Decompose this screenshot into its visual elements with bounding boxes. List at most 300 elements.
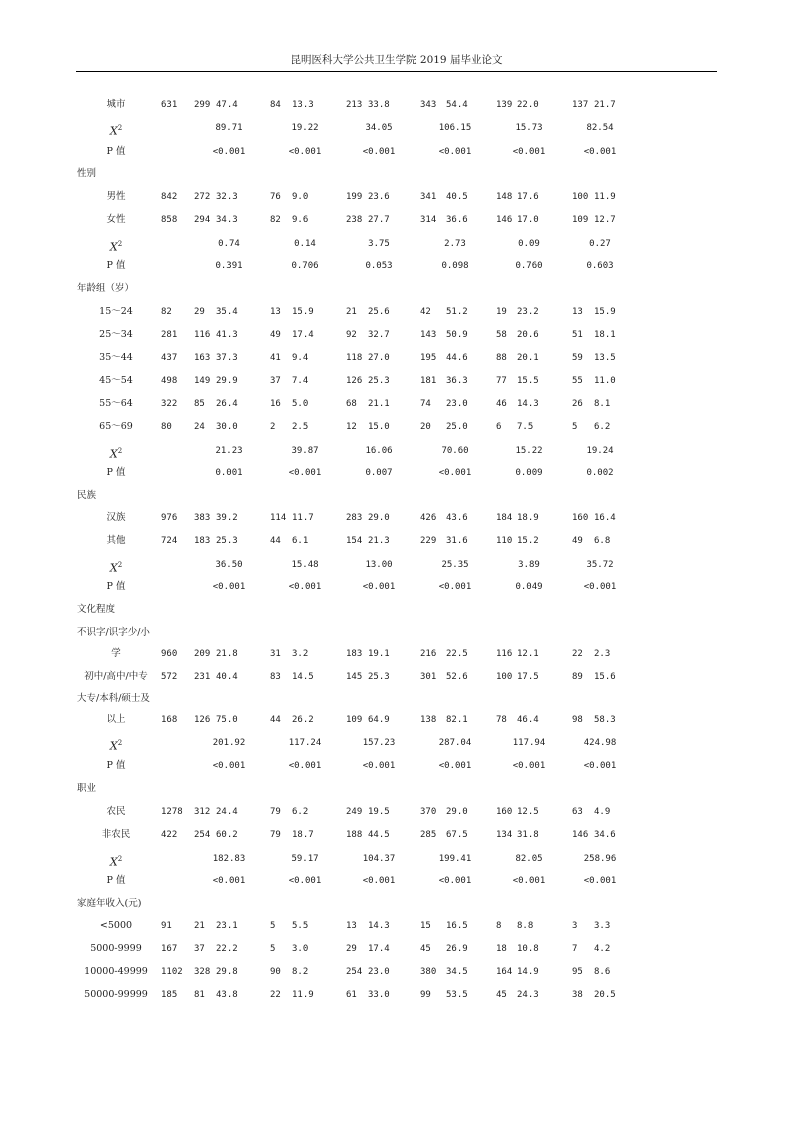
table-row: [0, 120, 793, 136]
section-label: 不识字/识字少/小: [77, 627, 150, 638]
p-value: <0.001: [288, 147, 322, 157]
table-cell: 110: [496, 536, 513, 546]
table-cell: 31.6: [446, 536, 468, 546]
table-cell: 9.4: [292, 353, 309, 363]
table-cell: 81: [194, 990, 205, 1000]
table-cell: 99: [420, 990, 431, 1000]
table-row: [0, 533, 793, 549]
table-cell: 26.4: [216, 399, 238, 409]
table-cell: 36.3: [446, 376, 468, 386]
p-value: <0.001: [583, 876, 617, 886]
chi-square-value: 201.92: [212, 738, 246, 748]
table-cell: 18: [496, 944, 507, 954]
chi-square-symbol: X: [109, 447, 118, 461]
table-cell: 95: [572, 967, 583, 977]
chi-square-value: 258.96: [583, 854, 617, 864]
table-cell: 63: [572, 807, 583, 817]
table-cell: 21.8: [216, 649, 238, 659]
p-value: <0.001: [362, 876, 396, 886]
table-row: [0, 304, 793, 320]
table-cell: 301: [420, 672, 437, 682]
chi-square-value: 0.27: [589, 239, 611, 249]
table-row: [0, 964, 793, 980]
row-label: 学: [111, 648, 121, 659]
table-cell: 254: [346, 967, 363, 977]
table-cell: 21.7: [594, 100, 616, 110]
table-cell: 149: [194, 376, 211, 386]
table-row: [0, 258, 793, 274]
table-cell: 26.2: [292, 715, 314, 725]
chi-square-value: 19.22: [291, 123, 319, 133]
table-cell: 23.1: [216, 921, 238, 931]
chi-square-value: 157.23: [362, 738, 396, 748]
table-cell: 138: [420, 715, 437, 725]
table-row: [0, 579, 793, 595]
table-cell: 15.0: [368, 422, 390, 432]
table-row: [0, 941, 793, 957]
row-label: [66, 851, 166, 871]
table-cell: 27.7: [368, 215, 390, 225]
row-label: P 值: [106, 260, 126, 271]
table-row: [0, 557, 793, 573]
chi-square-value: 117.94: [512, 738, 546, 748]
table-row: [0, 804, 793, 820]
table-cell: 33.0: [368, 990, 390, 1000]
table-cell: 213: [346, 100, 363, 110]
table-cell: 160: [496, 807, 513, 817]
table-cell: 109: [346, 715, 363, 725]
table-cell: 231: [194, 672, 211, 682]
p-value: <0.001: [583, 582, 617, 592]
table-row: [0, 827, 793, 843]
table-row: [0, 236, 793, 252]
table-cell: 383: [194, 513, 211, 523]
row-label: 50000-99999: [84, 989, 148, 1000]
table-cell: 146: [496, 215, 513, 225]
p-value: <0.001: [583, 761, 617, 771]
p-value: <0.001: [362, 761, 396, 771]
table-cell: 92: [346, 330, 357, 340]
table-cell: 631: [161, 100, 178, 110]
table-cell: 11.9: [594, 192, 616, 202]
p-value: 0.009: [515, 468, 543, 478]
p-value: <0.001: [288, 468, 322, 478]
table-row: [0, 851, 793, 867]
section-label: 性别: [77, 168, 97, 179]
table-cell: 91: [161, 921, 172, 931]
row-label: <5000: [99, 920, 133, 931]
table-row: [0, 189, 793, 205]
table-row: [0, 419, 793, 435]
table-row: [0, 781, 793, 797]
chi-square-value: 0.74: [218, 239, 240, 249]
table-cell: 314: [420, 215, 437, 225]
table-cell: 238: [346, 215, 363, 225]
table-cell: 2: [270, 422, 276, 432]
table-cell: 52.6: [446, 672, 468, 682]
table-cell: 25.3: [368, 672, 390, 682]
chi-square-value: 424.98: [583, 738, 617, 748]
row-label: [66, 236, 166, 256]
chi-square-symbol: X: [109, 855, 118, 869]
table-cell: 13.3: [292, 100, 314, 110]
row-label: P 值: [106, 875, 126, 886]
table-cell: 100: [496, 672, 513, 682]
table-row: [0, 735, 793, 751]
table-cell: 29: [194, 307, 205, 317]
table-cell: 34.6: [594, 830, 616, 840]
table-cell: 15.5: [517, 376, 539, 386]
table-cell: 14.5: [292, 672, 314, 682]
row-label: 城市: [106, 99, 126, 110]
table-cell: 21: [194, 921, 205, 931]
table-cell: 49: [270, 330, 281, 340]
table-cell: 312: [194, 807, 211, 817]
table-cell: 14.9: [517, 967, 539, 977]
table-cell: 209: [194, 649, 211, 659]
chi-square-value: 3.89: [518, 560, 540, 570]
table-cell: 25.3: [368, 376, 390, 386]
table-cell: 7: [572, 944, 578, 954]
table-cell: 26: [572, 399, 583, 409]
table-cell: 724: [161, 536, 178, 546]
table-cell: 183: [194, 536, 211, 546]
table-cell: 116: [496, 649, 513, 659]
chi-square-value: 15.22: [515, 446, 543, 456]
table-cell: 118: [346, 353, 363, 363]
table-cell: 58.3: [594, 715, 616, 725]
table-row: [0, 465, 793, 481]
row-label: 非农民: [101, 829, 131, 840]
table-cell: 145: [346, 672, 363, 682]
row-label: 男性: [106, 191, 126, 202]
table-cell: 16: [270, 399, 281, 409]
table-cell: 82.1: [446, 715, 468, 725]
table-cell: 58: [496, 330, 507, 340]
p-value: 0.391: [215, 261, 243, 271]
table-cell: 29.0: [446, 807, 468, 817]
row-label: 初中/高中/中专: [84, 671, 148, 682]
table-cell: 15.9: [594, 307, 616, 317]
table-cell: 6.2: [292, 807, 309, 817]
table-cell: 25.3: [216, 536, 238, 546]
table-cell: 6: [496, 422, 502, 432]
table-cell: 8.2: [292, 967, 309, 977]
table-cell: 34.3: [216, 215, 238, 225]
table-cell: 47.4: [216, 100, 238, 110]
table-cell: 18.7: [292, 830, 314, 840]
table-cell: 1102: [161, 967, 183, 977]
chi-square-value: 287.04: [438, 738, 472, 748]
table-cell: 281: [161, 330, 178, 340]
table-cell: 498: [161, 376, 178, 386]
table-cell: 44.5: [368, 830, 390, 840]
table-cell: 134: [496, 830, 513, 840]
table-cell: 188: [346, 830, 363, 840]
table-cell: 16.5: [446, 921, 468, 931]
chi-square-superscript: 2: [117, 124, 123, 132]
chi-square-value: 59.17: [291, 854, 319, 864]
chi-square-superscript: 2: [117, 561, 123, 569]
table-cell: 61: [346, 990, 357, 1000]
table-cell: 24.3: [517, 990, 539, 1000]
table-row: [0, 691, 793, 707]
table-cell: 3: [572, 921, 578, 931]
chi-square-value: 15.73: [515, 123, 543, 133]
row-label: 农民: [106, 806, 126, 817]
table-cell: 41.3: [216, 330, 238, 340]
table-cell: 8.6: [594, 967, 611, 977]
p-value: <0.001: [212, 582, 246, 592]
table-cell: 16.4: [594, 513, 616, 523]
table-cell: 89: [572, 672, 583, 682]
table-cell: 22.0: [517, 100, 539, 110]
table-cell: 82: [270, 215, 281, 225]
table-cell: 23.6: [368, 192, 390, 202]
table-cell: 18.9: [517, 513, 539, 523]
table-cell: 15.2: [517, 536, 539, 546]
table-cell: 109: [572, 215, 589, 225]
table-cell: 21.3: [368, 536, 390, 546]
table-row: [0, 443, 793, 459]
table-row: [0, 987, 793, 1003]
table-row: [0, 166, 793, 182]
p-value: <0.001: [288, 582, 322, 592]
section-label: 职业: [77, 783, 97, 794]
p-value: <0.001: [512, 147, 546, 157]
row-label: 65～69: [99, 421, 133, 432]
row-label: P 值: [106, 581, 126, 592]
table-cell: 17.0: [517, 215, 539, 225]
chi-square-symbol: X: [109, 561, 118, 575]
table-row: [0, 396, 793, 412]
p-value: <0.001: [512, 876, 546, 886]
chi-square-value: 36.50: [215, 560, 243, 570]
table-cell: 80: [161, 422, 172, 432]
table-cell: 38: [572, 990, 583, 1000]
table-cell: 77: [496, 376, 507, 386]
table-cell: 272: [194, 192, 211, 202]
table-cell: 13: [572, 307, 583, 317]
table-row: [0, 488, 793, 504]
table-cell: 41: [270, 353, 281, 363]
p-value: <0.001: [438, 147, 472, 157]
table-cell: 229: [420, 536, 437, 546]
table-row: [0, 712, 793, 728]
table-cell: 5.5: [292, 921, 309, 931]
table-cell: 22: [270, 990, 281, 1000]
chi-square-value: 15.48: [291, 560, 319, 570]
table-cell: 83: [270, 672, 281, 682]
row-label: 汉族: [106, 512, 126, 523]
table-cell: 75.0: [216, 715, 238, 725]
chi-square-symbol: X: [109, 240, 118, 254]
table-cell: 88: [496, 353, 507, 363]
table-cell: 1278: [161, 807, 183, 817]
chi-square-value: 2.73: [444, 239, 466, 249]
table-cell: 139: [496, 100, 513, 110]
chi-square-value: 19.24: [586, 446, 614, 456]
table-cell: 842: [161, 192, 178, 202]
table-cell: 168: [161, 715, 178, 725]
table-cell: 25.0: [446, 422, 468, 432]
table-cell: 20.5: [594, 990, 616, 1000]
table-row: [0, 510, 793, 526]
table-cell: 254: [194, 830, 211, 840]
table-cell: 44.6: [446, 353, 468, 363]
table-cell: 85: [194, 399, 205, 409]
table-cell: 55: [572, 376, 583, 386]
row-label: [66, 120, 166, 140]
table-cell: 19.1: [368, 649, 390, 659]
table-cell: 146: [572, 830, 589, 840]
table-row: [0, 625, 793, 641]
table-cell: 23.2: [517, 307, 539, 317]
chi-square-superscript: 2: [117, 447, 123, 455]
table-cell: 19.5: [368, 807, 390, 817]
table-cell: 51: [572, 330, 583, 340]
table-cell: 44: [270, 715, 281, 725]
p-value: <0.001: [583, 147, 617, 157]
chi-square-value: 3.75: [368, 239, 390, 249]
table-cell: 17.4: [292, 330, 314, 340]
table-cell: 9.6: [292, 215, 309, 225]
chi-square-value: 199.41: [438, 854, 472, 864]
table-cell: 33.8: [368, 100, 390, 110]
chi-square-superscript: 2: [117, 739, 123, 747]
table-cell: 60.2: [216, 830, 238, 840]
p-value: <0.001: [212, 147, 246, 157]
table-cell: 29.8: [216, 967, 238, 977]
table-cell: 437: [161, 353, 178, 363]
table-cell: 12.1: [517, 649, 539, 659]
table-cell: 34.5: [446, 967, 468, 977]
table-cell: 27.0: [368, 353, 390, 363]
row-label: P 值: [106, 146, 126, 157]
table-cell: 14.3: [517, 399, 539, 409]
table-cell: 79: [270, 830, 281, 840]
table-cell: 17.6: [517, 192, 539, 202]
chi-square-value: 0.09: [518, 239, 540, 249]
table-cell: 17.5: [517, 672, 539, 682]
table-cell: 572: [161, 672, 178, 682]
table-row: [0, 758, 793, 774]
table-cell: 163: [194, 353, 211, 363]
table-cell: 12.5: [517, 807, 539, 817]
table-cell: 299: [194, 100, 211, 110]
table-row: [0, 873, 793, 889]
table-cell: 82: [161, 307, 172, 317]
table-row: [0, 144, 793, 160]
row-label: [66, 557, 166, 577]
table-cell: 164: [496, 967, 513, 977]
table-cell: 976: [161, 513, 178, 523]
table-cell: 114: [270, 513, 287, 523]
table-row: [0, 97, 793, 113]
table-cell: 36.6: [446, 215, 468, 225]
table-cell: 13.5: [594, 353, 616, 363]
table-cell: 285: [420, 830, 437, 840]
chi-square-value: 82.05: [515, 854, 543, 864]
table-cell: 53.5: [446, 990, 468, 1000]
table-cell: 4.9: [594, 807, 611, 817]
p-value: <0.001: [362, 147, 396, 157]
table-cell: 294: [194, 215, 211, 225]
table-cell: 22: [572, 649, 583, 659]
table-cell: 35.4: [216, 307, 238, 317]
chi-square-symbol: X: [109, 739, 118, 753]
table-cell: 29.0: [368, 513, 390, 523]
row-label: P 值: [106, 760, 126, 771]
table-cell: 43.6: [446, 513, 468, 523]
table-row: [0, 669, 793, 685]
row-label: P 值: [106, 467, 126, 478]
table-cell: 39.2: [216, 513, 238, 523]
chi-square-value: 21.23: [215, 446, 243, 456]
row-label: 以上: [106, 714, 126, 725]
table-cell: 84: [270, 100, 281, 110]
table-row: [0, 373, 793, 389]
table-cell: 7.4: [292, 376, 309, 386]
table-cell: 29: [346, 944, 357, 954]
table-cell: 249: [346, 807, 363, 817]
table-cell: 2.3: [594, 649, 611, 659]
row-label: [66, 735, 166, 755]
table-cell: 199: [346, 192, 363, 202]
table-cell: 30.0: [216, 422, 238, 432]
table-cell: 46.4: [517, 715, 539, 725]
table-cell: 54.4: [446, 100, 468, 110]
section-label: 大专/本科/硕士及: [77, 693, 150, 704]
row-label: 55～64: [99, 398, 133, 409]
chi-square-value: 25.35: [441, 560, 469, 570]
table-cell: 8.8: [517, 921, 534, 931]
table-cell: 341: [420, 192, 437, 202]
table-cell: 154: [346, 536, 363, 546]
table-cell: 21: [346, 307, 357, 317]
table-cell: 26.9: [446, 944, 468, 954]
table-cell: 5: [270, 921, 276, 931]
table-cell: 90: [270, 967, 281, 977]
chi-square-value: 106.15: [438, 123, 472, 133]
row-label: 其他: [106, 535, 126, 546]
table-cell: 14.3: [368, 921, 390, 931]
p-value: <0.001: [212, 876, 246, 886]
table-cell: 37: [270, 376, 281, 386]
table-cell: 20.6: [517, 330, 539, 340]
table-cell: 283: [346, 513, 363, 523]
table-cell: 11.7: [292, 513, 314, 523]
chi-square-value: 16.06: [365, 446, 393, 456]
section-label: 年龄组（岁）: [77, 283, 135, 294]
table-cell: 17.4: [368, 944, 390, 954]
table-cell: 322: [161, 399, 178, 409]
table-cell: 23.0: [368, 967, 390, 977]
table-cell: 6.8: [594, 536, 611, 546]
row-label: 女性: [106, 214, 126, 225]
p-value: <0.001: [512, 761, 546, 771]
p-value: <0.001: [438, 761, 472, 771]
table-cell: 5: [270, 944, 276, 954]
row-label: [66, 443, 166, 463]
table-cell: 126: [346, 376, 363, 386]
table-cell: 24: [194, 422, 205, 432]
p-value: <0.001: [288, 761, 322, 771]
row-label: 5000-9999: [90, 943, 142, 954]
chi-square-value: 0.14: [294, 239, 316, 249]
p-value: 0.053: [365, 261, 393, 271]
table-cell: 25.6: [368, 307, 390, 317]
